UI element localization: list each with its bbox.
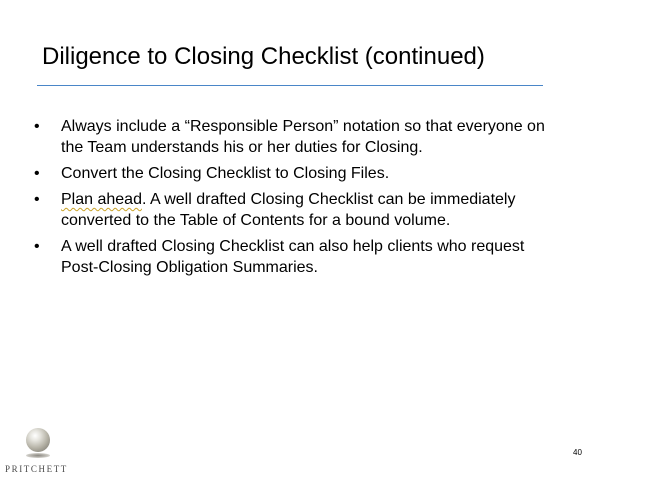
slide-title: Diligence to Closing Checklist (continued) — [42, 43, 485, 70]
bullet-item — [34, 236, 634, 278]
spellcheck-word: Plan ahead — [61, 191, 142, 208]
title-rule — [37, 85, 543, 86]
bullet-item — [34, 163, 634, 184]
bullet-line: A well drafted Closing Checklist can also help clients who request — [61, 238, 525, 255]
bullet-item — [34, 116, 634, 158]
page-number: 40 — [573, 448, 582, 457]
logo-orb-icon — [26, 428, 50, 452]
bullet-dot: • — [34, 165, 40, 182]
pritchett-logo — [2, 428, 72, 478]
bullet-line: converted to the Table of Contents for a bound volume. — [61, 212, 451, 229]
bullet-line: . A well drafted Closing Checklist can be immediately — [141, 191, 516, 208]
bullet-line: the Team understands his or her duties for Closing. — [61, 139, 423, 156]
bullet-line: Always include a “Responsible Person” notation so that everyone on — [61, 118, 545, 135]
bullet-item — [34, 189, 634, 231]
bullet-dot: • — [34, 118, 40, 135]
logo-orb-shadow — [26, 453, 50, 458]
bullet-line: Post-Closing Obligation Summaries. — [61, 259, 318, 276]
bullet-line: Convert the Closing Checklist to Closing Files. — [61, 165, 390, 182]
logo-text: PRITCHETT — [5, 464, 68, 474]
bullet-dot: • — [34, 238, 40, 255]
bullet-dot: • — [34, 191, 40, 208]
bullet-list — [34, 116, 634, 283]
